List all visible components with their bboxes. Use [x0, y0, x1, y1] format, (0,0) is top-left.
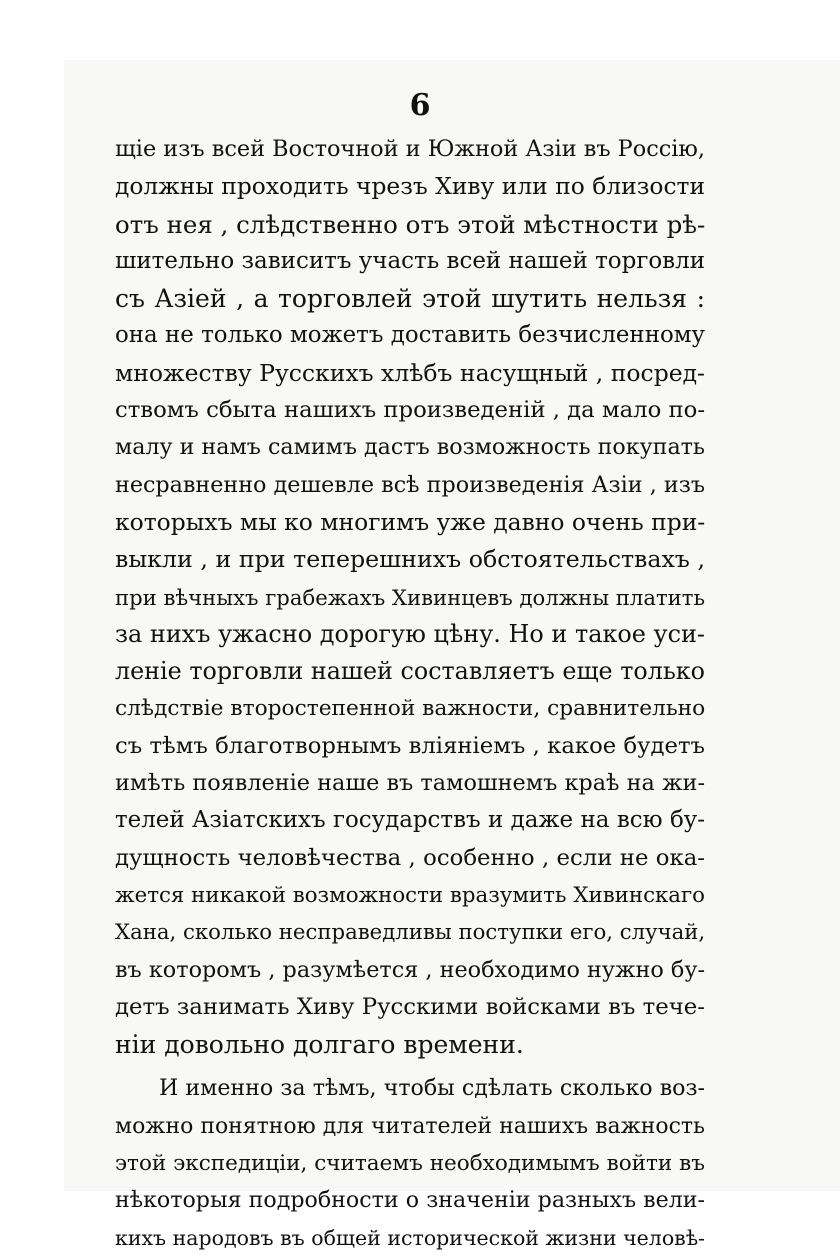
page-number: 6 [409, 88, 431, 123]
body-text [115, 131, 705, 1257]
text-line: нѣкоторыя подробности о значеніи разныхъ вели- [115, 1187, 705, 1214]
paragraph-break [115, 1063, 705, 1070]
text-line: несравненно дешевле всѣ произведенія Азіи , изъ [115, 471, 705, 498]
text-line: выкли , и при теперешнихъ обстоятельствахъ , [115, 545, 705, 574]
text-line: имѣть появленіе наше въ тамошнемъ краѣ на жи- [115, 770, 705, 797]
text-line: щіе изъ всей Восточной и Южной Азіи въ Россію, [115, 136, 705, 162]
text-line: множеству Русскихъ хлѣбъ насущный , посред- [115, 358, 705, 387]
text-line: съ тѣмъ благотворнымъ вліяніемъ , какое будетъ [115, 732, 705, 759]
text-line: леніе торговли нашей составляетъ еще только [115, 657, 705, 686]
text-line: должны проходить чрезъ Хиву или по близости [115, 172, 705, 201]
text-line: шительно зависитъ участь всей нашей торговли [115, 247, 705, 274]
text-line: кихъ народовъ въ общей исторической жизни человѣ- [115, 1225, 705, 1250]
text-line: при вѣчныхъ грабежахъ Хивинцевъ должны платить [115, 584, 705, 610]
text-line: она не только можетъ доставить безчисленному [115, 322, 705, 349]
text-line: этой экспедиціи, считаемъ необходимымъ войти въ [115, 1151, 705, 1177]
text-line: дущность человѣчества , особенно , если не ока- [115, 844, 705, 871]
text-line: въ которомъ , разумѣется , необходимо нужно бу- [115, 956, 705, 983]
paragraph-end-line: ніи довольно долгаго времени. [115, 1030, 524, 1060]
text-line: Хана, сколько несправедливы поступки его, случай, [115, 920, 705, 946]
paragraph-start-line: И именно за тѣмъ, чтобы сдѣлать сколько воз- [159, 1075, 705, 1102]
text-line: за нихъ ужасно дорогую цѣну. Но и такое уси- [115, 619, 705, 648]
text-line: можно понятною для читателей нашихъ важность [115, 1113, 705, 1139]
text-line: отъ нея , слѣдственно отъ этой мѣстности рѣ- [115, 209, 705, 239]
text-line: съ Азіей , а торговлей этой шутить нельзя : [115, 284, 705, 314]
text-line: детъ занимать Хиву Русскими войсками въ тече- [115, 993, 705, 1020]
text-line: телей Азіатскихъ государствъ и даже на всю бу- [115, 807, 705, 834]
text-line: слѣдствіе второстепенной важности, сравнительно [115, 696, 705, 722]
text-line: ствомъ сбыта нашихъ произведеній , да мало по- [115, 397, 705, 424]
text-line: малу и намъ самимъ дастъ возможность покупать [115, 434, 705, 461]
text-line: которыхъ мы ко многимъ уже давно очень при- [115, 507, 705, 536]
text-line: жется никакой возможности вразумить Хивинскаго [115, 882, 705, 908]
